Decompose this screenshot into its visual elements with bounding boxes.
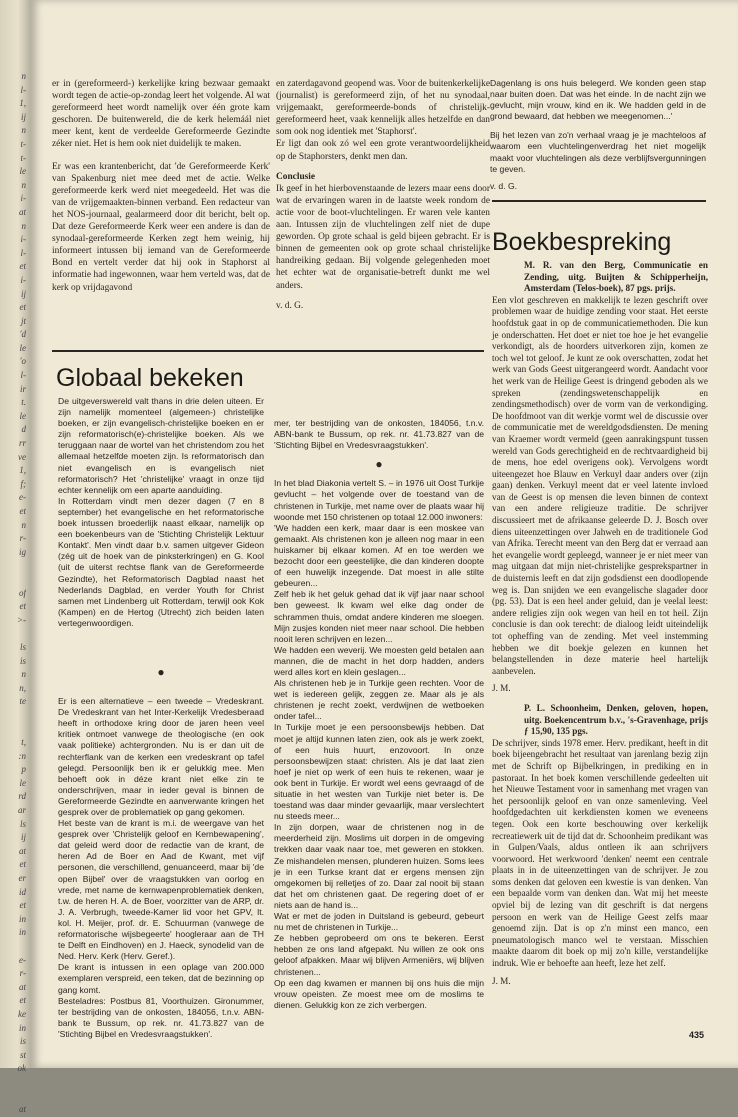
paragraph: en zaterdagavond geopend was. Voor de buitenkerkelijke (journalist) is gereformeerd zijn, of het nu synodaal, vrijgemaakt, gereformeerde-bonds of christelijk-gereformeerd heet, vaak kennelijk alles hetzelfde en dan som ook nog identiek met 'Staphorst'. [276, 79, 490, 138]
paragraph: Er ligt dan ook zó wel een grote verantwoordelijkheid op de Staphorsters, denkt men dan. [276, 139, 490, 162]
author-signature: v. d. G. [490, 180, 518, 191]
paragraph: Dagenlang is ons huis belegerd. We konden geen stap naar buiten doen. Dat was het einde. In de nacht zijn we gevlucht, mijn vrouw, kind en ik. We hadden geld in de grond bewaard, dat hebben we meegenomen...' [490, 78, 706, 122]
section-heading-conclusie: Conclusie [276, 171, 316, 182]
paragraph: Bij het lezen van zo'n verhaal vraag je je machteloos af waarom een vluchtelingenverdrag het niet mogelijk maakt voor vluchtelingen als deze verblijfsvergunningen te geven. [490, 130, 706, 174]
paragraph: De uitgeverswereld valt thans in drie delen uiteen. Er zijn namelijk momenteel (algemeen-) christelijke boeken, er zijn evangelisch-christelijke boeken en er zijn reformatorisch(e)-christelijke boeken. Als we teruggaan naar de wortel van het christendom zou het allemaal hetzelfde moeten zijn. Is reformatorisch dan niet evangelisch en is evangelisch niet reformatorisch? Het 'christelijke' vraagt in onze tijd echter kennelijk om een aparte aanduiding. [58, 396, 264, 495]
paragraph: Er was een krantenbericht, dat 'de Gereformeerde Kerk' van Spakenburg niet mee deed met de actie. Welke gereformeerde kerk werd niet meegedeeld. Het was die van de vrijgemaakten-binnen verband. Een redacteur van het NOS-journaal, gealarmeerd door dit bericht, belt op. Dat deze Gereformeerde Kerk weer een andere is dan de synodaal-gereformeerde Kerken zegt hem weinig, hij informeert intussen bij iemand van de Gereformeerde Bond en vertelt verder dat hij ook in Staphorst al informatie had ingewonnen, waar hem verteld was, dat de kerk op vrijdagavond [52, 161, 270, 293]
paragraph: In Turkije moet je een persoonsbewijs hebben. Dat moet je altijd kunnen laten zien, ook als je werk zoekt, of een huis huurt, enzovoort. In onze persoonsbewijzen staat: christen. Als je dat laat zien hoef je niet op werk of een huis te rekenen, waar je ook bent in Turkije. Er wordt wel eens gevraagd of de situatie in het westen van Turkije niet beter is. De toestand was daar minder gevaarlijk, maar verslechtert nu steeds meer... [274, 722, 484, 822]
paragraph: Zelf heb ik het geluk gehad dat ik vijf jaar naar school ben geweest. Ik kwam wel elke dag onder de schrammen thuis, omdat andere kinderen me sloegen. Mijn zusjes konden niet meer naar school. Die hebben nooit leren schrijven en lezen... [274, 589, 484, 644]
paragraph: In zijn dorpen, waar de christenen nog in de meerderheid zijn. Moslims uit dorpen in de omgeving trekken daar vaak naar toe, met geweren en stokken. Ze mishandelen mensen, plunderen huizen. Soms lees je in een Turkse krant dat er ergens mensen zijn omgekomen bij relletjes of zo. Daar zal nooit bij staan dat het om christenen gaat. De regering doet of er niets aan de hand is... [274, 822, 484, 910]
review-1-bibliography: M. R. van den Berg, Communicatie en Zending, uitg. Buijten & Schipperheijn, Amsterdam (Telos-boek), 87 pgs. prijs. [524, 260, 708, 294]
paragraph: Ik geef in het hierbovenstaande de lezers maar eens door wat de ervaringen waren in de laatste week rondom de actie voor de boot-vluchtelingen. Er waren vele kanten aan. Intussen zijn de vluchtelingen zelf niet de dupe geworden. Op grote schaal is geld bijeen gebracht. Er is binnen de gemeenten ook op grote schaal christelijke handreiking gedaan. Bij volgende gelegenheden moet het echter wat de organisatie-betreft dunkt me wel anders. [276, 183, 490, 291]
paragraph: In het blad Diakonia vertelt S. – in 1976 uit Oost Turkije gevlucht – het volgende over de toestand van de christenen in Turkije, met name over de plaats waar hij woonde met 150 christenen op totaal 12.000 inwoners: [274, 478, 484, 522]
paragraph: We hadden een weverij. We moesten geld betalen aan mannen, die de macht in het dorp hadden, anders werd alles kort en klein geslagen... [274, 644, 484, 677]
paragraph: Besteladres: Postbus 81, Voorthuizen. Gironummer, ter bestrijding van de onkosten, 184056, t.n.v. ABN-bank te Bussum, op rek. nr. 41.73.827 van de 'Stichting Bijbel en Vredesvraagstukken'. [58, 995, 264, 1039]
article-continuation-col1 [52, 78, 270, 294]
paragraph: Op een dag kwamen er mannen bij ons huis die mijn vrouw opeisten. Ze moest mee om de moslims te dienen. Gelukkig kon ze zich verbergen. [274, 977, 484, 1010]
review-1-signature: J. M. [492, 683, 511, 694]
paragraph: mer, ter bestrijding van de onkosten, 184056, t.n.v. ABN-bank te Bussum, op rek. nr. 41.73.827 van de 'Stichting Bijbel en Vredesvraagstukken'. [274, 418, 484, 451]
magazine-page [30, 0, 738, 1068]
section-title-globaal-bekeken: Globaal bekeken [56, 364, 244, 392]
section-title-boekbespreking: Boekbespreking [492, 228, 672, 256]
paragraph: Ze hebben geprobeerd om ons te bekeren. Eerst hebben ze ons land afgepakt. Nu willen ze ook ons geloof afpakken. Maar wij blijven Armeniërs, wij blijven christenen... [274, 933, 484, 977]
previous-page-text-fragments: n l- 1, ij n t- t- le n i- at n i- l- et i- ij et jt 'd le 'o l- ir t. le d rr ve 1, f; e- et n r- ig of et >- ls is n n, te t, :n p le rd ar ls ij at et er id et in in e- r- at et ke in is st ok at [16, 71, 26, 1115]
page-number: 435 [688, 1030, 704, 1040]
paragraph: er in (gereformeerd-) kerkelijke kring bezwaar gemaakt wordt tegen de actie-op-zondag leert het volgende. Al wat gereformeerd heet wordt namelijk over één grote kam geschoren. De buitenwereld, die de kerk helemáál niet meer kent, kent de verdeelde Gereformeerde Gezindte zéker niet. Het is hem ook niet duidelijk te maken. [52, 79, 270, 150]
review-1-text: Een vlot geschreven en makkelijk te lezen geschrift over problemen waar de huidige zending voor staat. Het eerste hoofdstuk gaat in op de communicatiemethoden. Die kun je onderschatten. Het doet er niet toe hoe je het evangelie verkondigt, als de hoorders uitverkoren zijn, komen ze toch wel tot geloof. Je kunt ze ook overschatten, zodat het werk van Gods Geest uitgerangeerd wordt. Aandacht voor het werk van de Heilige Geest is dringend geboden als we spreken (zendingswetenschappelijk en zendingsmethodisch) over de vorm van de verkondiging. De hoofdmoot van dit werkje vormt wel de discussie over de communicatie met de wereldgodsdiensten. De mening van Kraemer wordt vermeld (geen aanrakingspunt tussen wereld van Gods gerechtigheid en de rechtvaardigheid bij de mens, hoe edel overigens ook). Vervolgens wordt uiteengezet hoe Blauw en Verkuyl daar anders over (zijn gaan) denken. Verkuyl meent dat er veel latente invloed van de Geest is op mensen die leven binnen de context van een andere religieuze traditie. De schrijver discussieert met de afrikaanse geleerde D. J. Bosch over diens uiteenzettingen over Jahweh en de traditionele God van Afrika. Terecht meent van den Berg dat er verraad aan het evangelie wordt gepleegd, wanneer je er niet meer van mag uitgaan dat mijn niet-christelijke gesprekspartner in de duisternis leeft en dat zijn godsdienst een doodlopende weg is. Dan snijden we een evangelische slagader door (pg. 53). Dat is een heel ander geluid, dan je veelal leest: andere religies zijn ook wegen van heil en tot heil. Zijn conclusie is dan ook terecht: de dialoog leidt uiteindelijk tot opheffing van de zending. Met veel instemming hebben we dit boekje gelezen en kunnen het belangstellenden in deze materie heel hartelijk aanbevelen. [492, 294, 708, 676]
article-continuation-col3 [490, 78, 706, 192]
separator-bullet: ● [375, 457, 383, 472]
section-divider [52, 350, 484, 352]
review-2-text: De schrijver, sinds 1978 emer. Herv. predikant, heeft in dit boek bijeengebracht het resultaat van jarenlang bezig zijn met de Schrift op Bijbelkringen, in prediking en in pastoraat. In het boek komen verschillende gedeelten uit het Nieuwe Testament voor in samenhang met vragen van het persoonlijk geloof en van onze samenleving. Veel hoofdgedachten uit kerkdiensten komen we eveneens tegen. Ook een korte beschouwing over kerkelijk recreatiewerk uit de tijd dat dr. Schoonheim predikant was in Gulpen/Vaals, aldus ontleen ik aan schrijvers voorwoord. Het werkwoord 'denken' neemt een centrale plaats in in de uiteenzettingen van de schrijver. Je zou soms denken dat geloven een kwestie is van denken. Van een bepaalde vorm van denken dan. Wat mij het meeste opviel bij de lezing van dit geschrift is dat nergens persoon en werk van de Heilige Geest zelfs maar genoemd zijn. Dat is op z'n minst een manco, een pneumatologisch manco wel te verstaan. Misschien maakte daarom dit boek op mij zo'n kille, verstandelijke indruk. Wie er behoefte aan heeft, leze het zelf. [492, 737, 708, 969]
globaal-bekeken-col1 [58, 396, 264, 1040]
review-2-bibliography: P. L. Schoonheim, Denken, geloven, hopen, uitg. Boekencentrum b.v., 's-Gravenhage, prijs ƒ 15,90, 135 pgs. [524, 702, 708, 737]
paragraph: Het beste van de krant is m.i. de weergave van het gesprek over 'Christelijk geloof en Kernbewapening', dat geleid werd door de redactie van de krant, de heren Ad de Boer en Aad de Kwant, met vijf personen, die verschillend, genuanceerd, maar bij 'de open Bijbel' over de vraagstukken van oorlog en vrede, met name de kernwapenproblematiek denken, t.w. de heren H. A. de Boer, voorzitter van de ARP, dr. J. A. Verbrugh, tweede-Kamer lid voor het GPV, lt. kol. H. Meijer, prof. dr. E. Schuurman (vanwege de reformatorische wijsbegeerte' hoogleraar aan de TH te Delft en Eindhoven) en J. Haeck, synodelid van de Ned. Herv. Kerk (Herv. Geref.). [58, 818, 264, 962]
paragraph: In Rotterdam vindt men dezer dagen (7 en 8 september) het evangelische en het reformatorische boek intussen broederlijk naast elkaar, namelijk op een boekenbeurs van de 'Stichting Christelijk Lektuur Kontakt'. Men vindt daar b.v. samen uitgever Gideon (zég uit de hoek van de pinksterkringen) en G. Kool (uit de uiterst rechtse flank van de Gereformeerde Gezindte), het Reformatorisch Dagblad naast het Nederlands Dagblad, en verder Youth for Christ samen met Lindenberg uit Rotterdam, terwijl ook Kok (Kampen) en de Hertog (Utrecht) zich beiden laten vertegenwoordigen. [58, 495, 264, 628]
paragraph: 'We hadden een kerk, maar daar is een moskee van gemaakt. Als christenen kon je alleen nog maar in een huiskamer bij elkaar komen. Af en toe werden we bezocht door een geestelijke, die dan kinderen doopte of een huwelijk inzegende. Dat moest in alle stilte gebeuren... [274, 522, 484, 589]
article-continuation-col2 [276, 78, 490, 312]
previous-page-edge [0, 0, 30, 1115]
review-2-signature: J. M. [492, 975, 511, 986]
globaal-bekeken-col2 [274, 418, 484, 1011]
paragraph: De krant is intussen in een oplage van 200.000 exemplaren verspreid, een teken, dat de bezinning op gang komt. [58, 962, 264, 995]
author-signature: v. d. G. [276, 300, 304, 311]
paragraph: Wat er met de joden in Duitsland is gebeurd, gebeurt nu met de christenen in Turkije... [274, 911, 484, 933]
paragraph: Als christenen heb je in Turkije geen rechten. Voor de wet is iedereen gelijk, zeggen ze. Maar als je als christenen je recht zoekt, verdwijnen de wetboeken onder tafel... [274, 678, 484, 722]
boekbespreking-column [492, 260, 708, 987]
paragraph: Er is een alternatieve – een tweede – Vredeskrant. De Vredeskrant van het Inter-Kerkelijk Vredesberaad heeft in orthodoxe kring door de jaren heen veel kritiek ontmoet vanwege de theologische (en ook vaak politieke) achtergronden. Nu is er dan uit de rechterflank van de kerken een vredeskrant op tafel gelegd. Persoonlijk ben ik er gelukkig mee. Men behoeft ook in déze krant niet elke zin te onderschrijven, maar in ieder geval is binnen de Gereformeerde Gezindte en aanverwante kringen het gesprek over de problematiek op gang gekomen. [58, 696, 264, 817]
separator-bullet: ● [157, 664, 165, 679]
section-divider [492, 200, 706, 202]
